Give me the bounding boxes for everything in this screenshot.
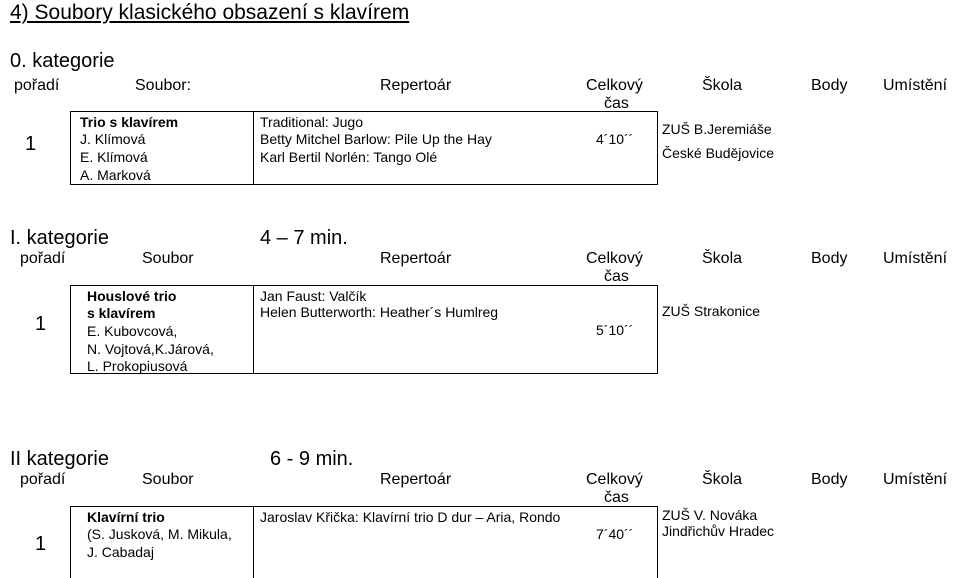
ensemble-member: J. Cabadaj xyxy=(87,544,154,560)
school-name: ZUŠ Strakonice xyxy=(662,303,761,319)
col-header-time: čas xyxy=(604,95,629,112)
row-order: 1 xyxy=(25,133,37,155)
repertoire-item: Karl Bertil Norlén: Tango Olé xyxy=(260,149,438,165)
ensemble-name: s klavírem xyxy=(87,305,156,321)
col-header-time: čas xyxy=(604,268,629,285)
col-header-order: pořadí xyxy=(20,471,66,488)
category-title: 0. kategorie xyxy=(10,50,115,72)
category-time-limit: 6 - 9 min. xyxy=(270,448,354,470)
repertoire-item: Betty Mitchel Barlow: Pile Up the Hay xyxy=(260,131,492,147)
col-header-repertoire: Repertoár xyxy=(380,471,452,488)
repertoire-item: Jan Faust: Valčík xyxy=(260,288,367,304)
ensemble-name: Trio s klavírem xyxy=(80,114,179,130)
col-header-placement: Umístění xyxy=(883,250,948,267)
page-heading: 4) Soubory klasického obsazení s klavírem xyxy=(10,1,410,24)
row-order: 1 xyxy=(35,533,47,555)
ensemble-member: N. Vojtová,K.Járová, xyxy=(87,341,214,357)
col-header-repertoire: Repertoár xyxy=(380,250,452,267)
col-header-placement: Umístění xyxy=(883,77,948,94)
col-header-order: pořadí xyxy=(20,250,66,267)
col-header-ensemble: Soubor xyxy=(142,250,194,267)
repertoire-item: Jaroslav Křička: Klavírní trio D dur – Aria, Rondo xyxy=(260,509,561,525)
col-header-points: Body xyxy=(811,77,848,94)
school-city: České Budějovice xyxy=(662,145,775,161)
col-header-ensemble: Soubor xyxy=(142,471,194,488)
ensemble-member: L. Prokopiusová xyxy=(87,358,188,374)
col-header-school: Škola xyxy=(702,250,743,267)
col-header-total: Celkový xyxy=(586,77,643,94)
ensemble-member: E. Kubovcová, xyxy=(87,323,178,339)
col-header-ensemble: Soubor: xyxy=(135,77,192,94)
col-header-total: Celkový xyxy=(586,471,643,488)
ensemble-name: Klavírní trio xyxy=(87,509,165,525)
ensemble-member: (S. Jusková, M. Mikula, xyxy=(87,526,232,542)
col-header-total: Celkový xyxy=(586,250,643,267)
col-header-points: Body xyxy=(811,471,848,488)
col-header-order: pořadí xyxy=(14,77,60,94)
col-header-repertoire: Repertoár xyxy=(380,77,452,94)
school-name: ZUŠ B.Jeremiáše xyxy=(662,121,772,137)
ensemble-member: J. Klímová xyxy=(80,131,146,147)
ensemble-member: E. Klímová xyxy=(80,149,148,165)
total-time: 4´10´´ xyxy=(596,131,634,147)
col-header-time: čas xyxy=(604,489,629,506)
col-header-points: Body xyxy=(811,250,848,267)
total-time: 7´40´´ xyxy=(596,526,634,542)
repertoire-item: Traditional: Jugo xyxy=(260,114,363,130)
total-time: 5´10´´ xyxy=(596,322,634,338)
school-name: ZUŠ V. Nováka xyxy=(662,507,758,523)
category-time-limit: 4 – 7 min. xyxy=(260,227,348,249)
repertoire-item: Helen Butterworth: Heather´s Humlreg xyxy=(260,304,499,320)
col-header-placement: Umístění xyxy=(883,471,948,488)
row-order: 1 xyxy=(35,313,47,335)
ensemble-name: Houslové trio xyxy=(87,288,177,304)
category-title: II kategorie xyxy=(10,448,109,470)
category-title: I. kategorie xyxy=(10,227,109,249)
col-header-school: Škola xyxy=(702,471,743,488)
col-header-school: Škola xyxy=(702,77,743,94)
ensemble-member: A. Marková xyxy=(80,167,151,183)
school-city: Jindřichův Hradec xyxy=(662,523,775,539)
